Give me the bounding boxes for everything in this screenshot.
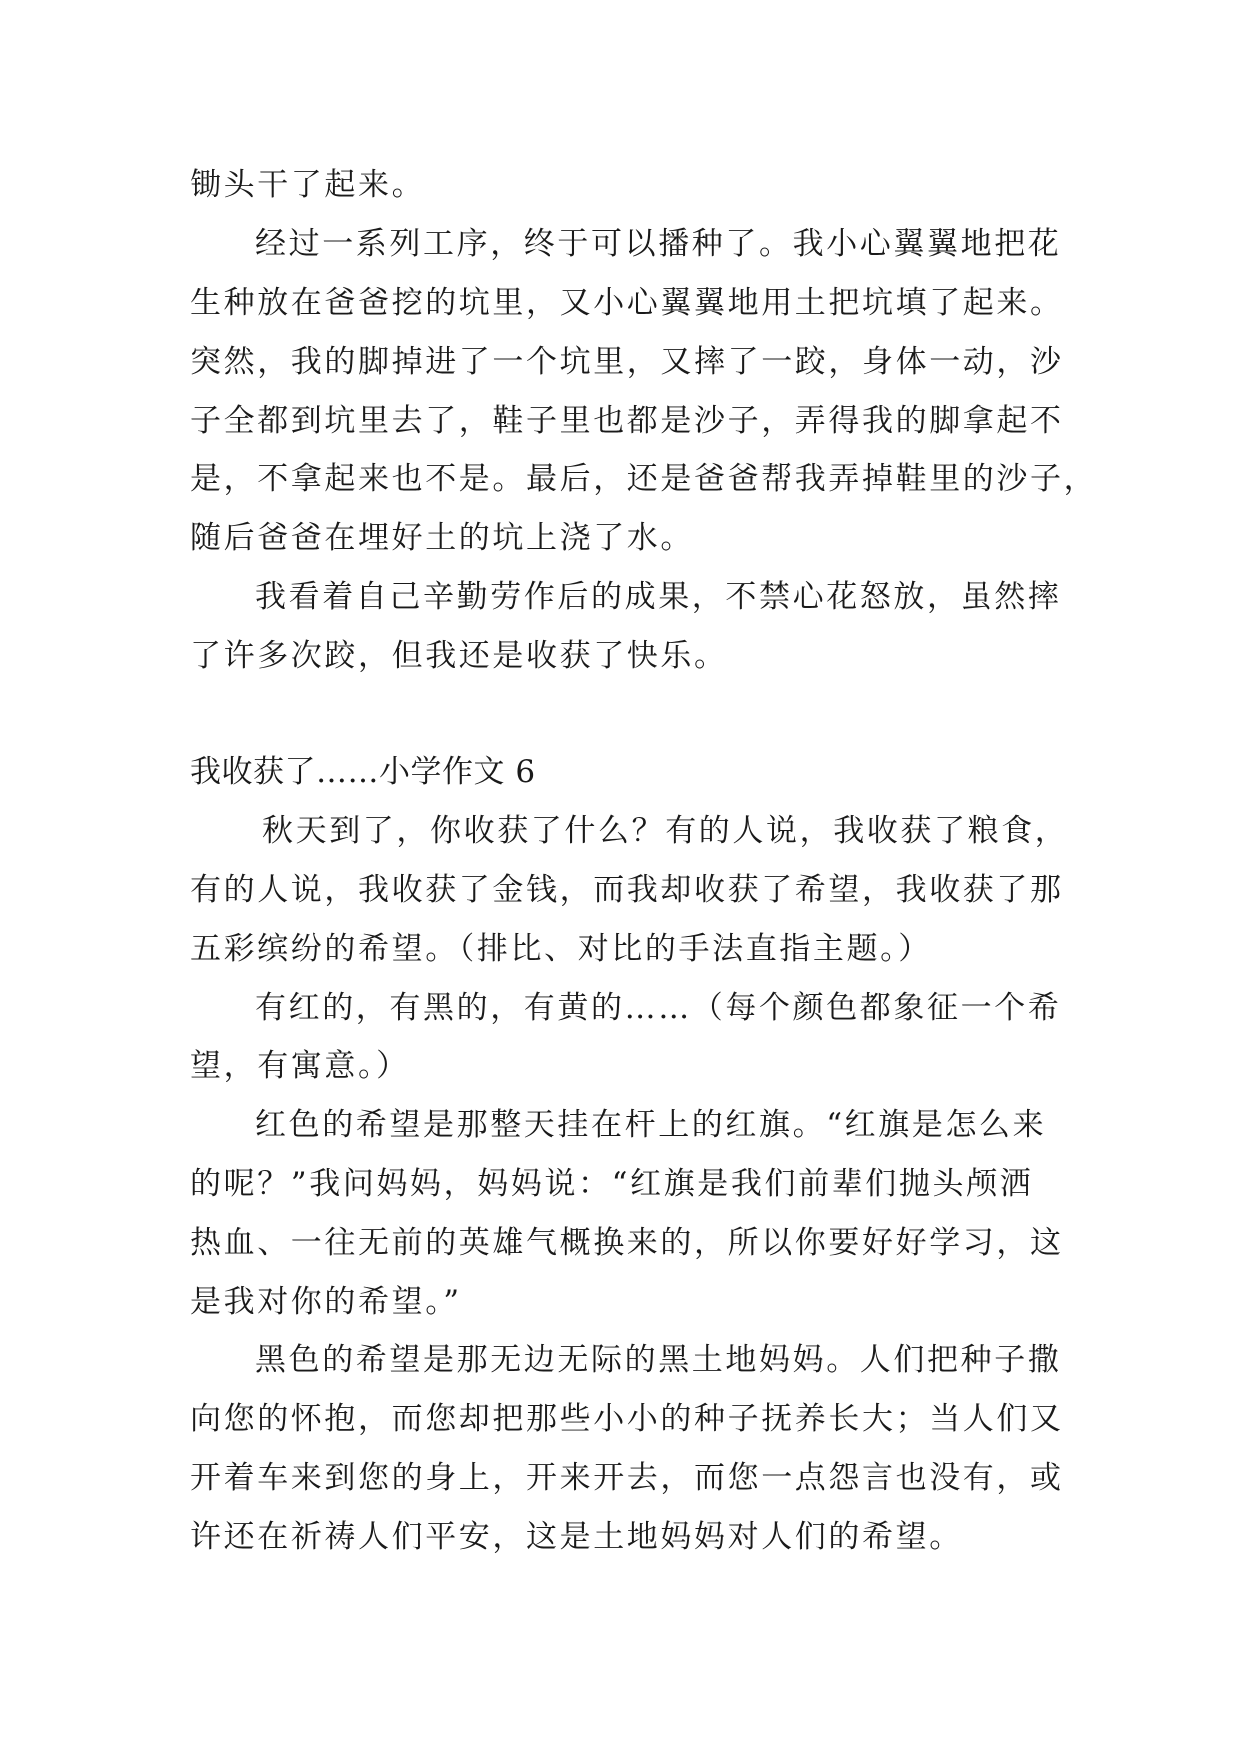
text-line: 有的人说，我收获了金钱，而我却收获了希望，我收获了那: [190, 872, 1064, 908]
text-line: 开着车来到您的身上，开来开去，而您一点怨言也没有，或: [190, 1460, 1064, 1496]
text-line: 随后爸爸在埋好土的坑上浇了水。: [190, 520, 694, 556]
text-line: 五彩缤纷的希望。（排比、对比的手法直指主题。）: [190, 931, 932, 967]
text-line: 许还在祈祷人们平安，这是土地妈妈对人们的希望。: [190, 1519, 963, 1555]
text-line: 子全都到坑里去了，鞋子里也都是沙子，弄得我的脚拿起不: [190, 403, 1064, 439]
essay-title: 我收获了……小学作文 6: [190, 754, 536, 790]
paragraph-start-line: 黑色的希望是那无边无际的黑土地妈妈。人们把种子撒: [255, 1342, 1062, 1378]
text-line: 是，不拿起来也不是。最后，还是爸爸帮我弄掉鞋里的沙子，: [190, 461, 1098, 497]
text-line: 的呢？”我问妈妈，妈妈说：“红旗是我们前辈们抛头颅洒: [190, 1166, 1034, 1202]
text-line: 了许多次跤，但我还是收获了快乐。: [190, 638, 728, 674]
text-line: 锄头干了起来。: [190, 167, 426, 203]
text-line: 望，有寓意。）: [190, 1048, 410, 1084]
text-line: 突然，我的脚掉进了一个坑里，又摔了一跤，身体一动，沙: [190, 344, 1064, 380]
paragraph-start-line: 秋天到了，你收获了什么？有的人说，我收获了粮食，: [262, 813, 1069, 849]
text-line: 是我对你的希望。”: [190, 1284, 462, 1320]
text-line: 热血、一往无前的英雄气概换来的，所以你要好好学习，这: [190, 1225, 1064, 1261]
paragraph-start-line: 经过一系列工序，终于可以播种了。我小心翼翼地把花: [255, 226, 1062, 262]
paragraph-start-line: 红色的希望是那整天挂在杆上的红旗。“红旗是怎么来: [255, 1107, 1047, 1143]
paragraph-start-line: 有红的，有黑的，有黄的……（每个颜色都象征一个希: [255, 990, 1062, 1026]
text-line: 向您的怀抱，而您却把那些小小的种子抚养长大；当人们又: [190, 1401, 1064, 1437]
text-line: 生种放在爸爸挖的坑里，又小心翼翼地用土把坑填了起来。: [190, 285, 1064, 321]
paragraph-start-line: 我看着自己辛勤劳作后的成果，不禁心花怒放，虽然摔: [255, 579, 1062, 615]
